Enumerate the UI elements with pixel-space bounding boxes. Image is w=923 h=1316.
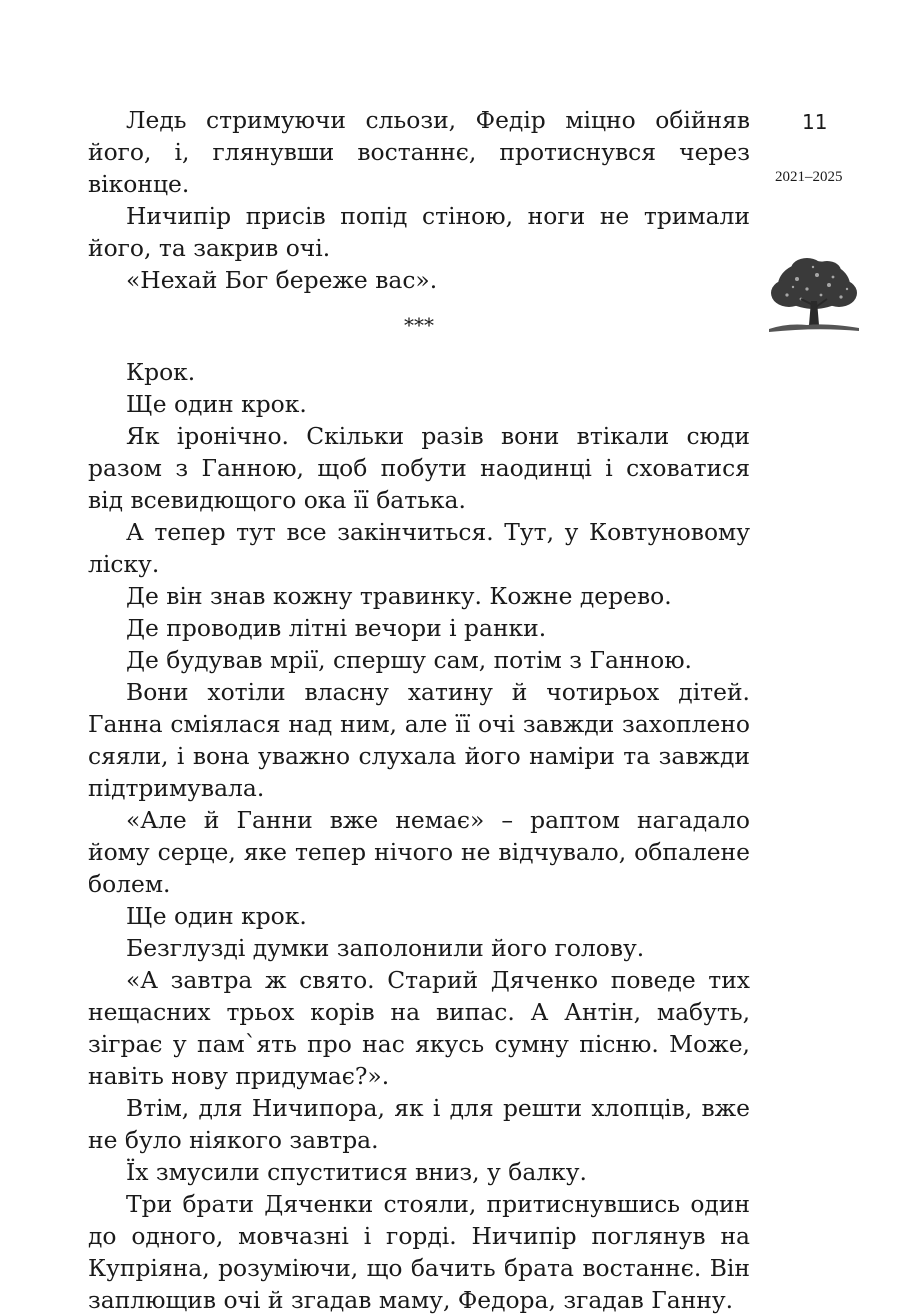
paragraph: Безглузді думки заполонили його голову. — [126, 934, 645, 962]
paragraph: Де будував мрії, спершу сам, потім з Ганною. — [126, 646, 692, 674]
paragraph: Де проводив літні вечори і ранки. — [126, 614, 547, 642]
paragraph: «Але й Ганни вже немає» – раптом нагадало йому серце, яке тепер нічого не відчувало, обпалене болем. — [88, 806, 750, 898]
tree-icon — [767, 255, 861, 337]
paragraph: «А завтра ж свято. Старий Дяченко поведе тих нещасних трьох корів на випас. А Антін, мабуть, зіграє у пам`ять про нас якусь сумну пісню. Може, навіть нову придумає?». — [88, 966, 750, 1090]
page-number: 11 — [802, 110, 828, 134]
paragraph: Ще один крок. — [126, 390, 307, 418]
paragraph: Три брати Дяченки стояли, притиснувшись один до одного, мовчазні і горді. Ничипір поглянув на Купріяна, розуміючи, що бачить брата востаннє. Він заплющив очі й згадав маму, Федора, згадав Ганну. — [88, 1190, 750, 1314]
paragraph: А тепер тут все закінчиться. Тут, у Ковтуновому ліску. — [88, 518, 750, 578]
paragraph: «Нехай Бог береже вас». — [126, 266, 438, 294]
page-body — [88, 104, 750, 1316]
paragraph: Втім, для Ничипора, як і для решти хлопців, вже не було ніякого завтра. — [88, 1094, 750, 1154]
running-header-years: 2021–2025 — [775, 169, 843, 185]
paragraph: Ледь стримуючи сльози, Федір міцно обійняв його, і, глянувши востаннє, протиснувся через віконце. — [88, 106, 750, 198]
paragraph: Як іронічно. Скільки разів вони втікали сюди разом з Ганною, щоб побути наодинці і сховатися від всевидющого ока її батька. — [88, 422, 750, 514]
paragraph: Їх змусили спуститися вниз, у балку. — [126, 1158, 587, 1186]
paragraph: Ще один крок. — [126, 902, 307, 930]
paragraph: Ничипір присів попід стіною, ноги не тримали його, та закрив очі. — [88, 202, 750, 262]
paragraph: Крок. — [126, 358, 196, 386]
paragraph: Де він знав кожну травинку. Кожне дерево. — [126, 582, 672, 610]
section-break: *** — [404, 313, 434, 337]
paragraph: Вони хотіли власну хатину й чотирьох дітей. Ганна сміялася над ним, але її очі завжди захоплено сяяли, і вона уважно слухала його наміри та завжди підтримувала. — [88, 678, 750, 802]
